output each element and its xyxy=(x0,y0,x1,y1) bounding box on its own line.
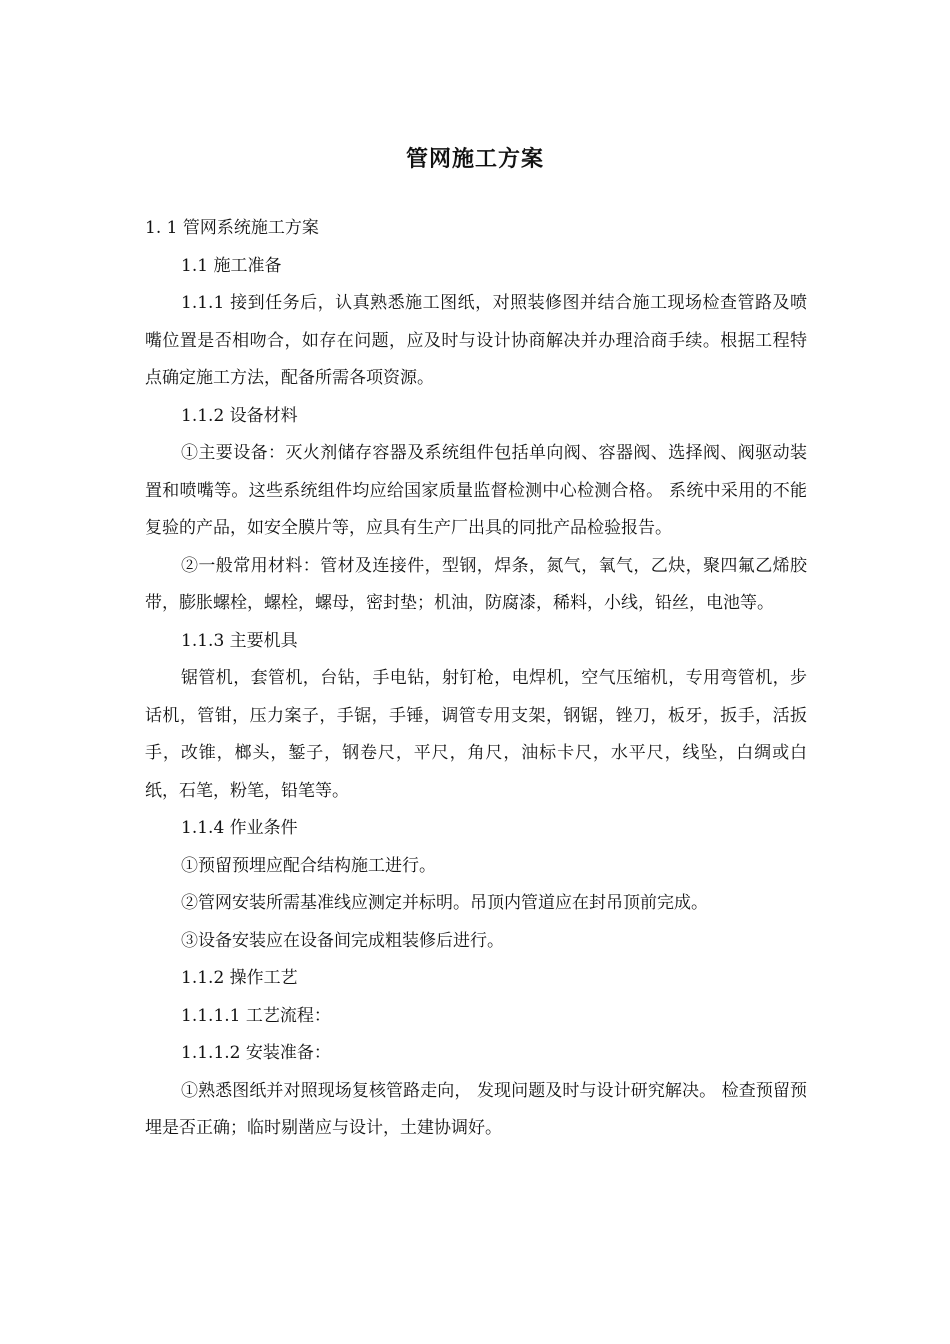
subsection-heading: 1.1.4 作业条件 xyxy=(181,818,298,838)
paragraph: ①熟悉图纸并对照现场复核管路走向， 发现问题及时与设计研究解决。 检查预留预埋是否正确；临时剔凿应与设计，土建协调好。 xyxy=(145,1080,807,1138)
subsection-heading: 1.1.1.2 安装准备： xyxy=(181,1043,331,1063)
paragraph: 锯管机，套管机，台钻，手电钻，射钉枪，电焊机，空气压缩机，专用弯管机，步话机，管钳，压力案子，手锯，手锤，调管专用支架，钢锯，锉刀，板牙，扳手，活扳手，改锥，榔头，錾子，钢卷尺，平尺，角尺，油标卡尺，水平尺，线坠，白绸或白纸，石笔，粉笔，铅笔等。 xyxy=(145,668,807,801)
subsection-heading: 1.1 施工准备 xyxy=(181,255,282,276)
paragraph: 1.1.1 接到任务后，认真熟悉施工图纸，对照装修图并结合施工现场检查管路及喷嘴位置是否相吻合，如存在问题，应及时与设计协商解决并办理洽商手续。根据工程特点确定施工方法，配备所需各项资源。 xyxy=(145,293,807,388)
document-title: 管网施工方案 xyxy=(405,147,544,172)
section-heading: 1. 1 管网系统施工方案 xyxy=(145,218,319,238)
subsection-heading: 1.1.1.1 工艺流程： xyxy=(181,1005,331,1026)
subsection-heading: 1.1.2 操作工艺 xyxy=(181,968,298,988)
subsection-heading: 1.1.3 主要机具 xyxy=(181,630,298,651)
paragraph: ①主要设备：灭火剂储存容器及系统组件包括单向阀、容器阀、选择阀、阀驱动装置和喷嘴等。这些系统组件均应给国家质量监督检测中心检测合格。 系统中采用的不能复验的产品，如安全膜片等，应具有生产厂出具的同批产品检验报告。 xyxy=(145,443,807,538)
list-item: ②管网安装所需基准线应测定并标明。吊顶内管道应在封吊顶前完成。 xyxy=(181,893,708,913)
document-body xyxy=(145,210,807,1148)
paragraph: ②一般常用材料：管材及连接件，型钢，焊条，氮气，氧气，乙炔，聚四氟乙烯胶带，膨胀螺栓，螺栓，螺母，密封垫；机油，防腐漆，稀料，小线，铅丝，电池等。 xyxy=(145,555,807,613)
list-item: ①预留预埋应配合结构施工进行。 xyxy=(181,855,436,876)
list-item: ③设备安装应在设备间完成粗装修后进行。 xyxy=(181,930,504,951)
subsection-heading: 1.1.2 设备材料 xyxy=(181,405,298,426)
